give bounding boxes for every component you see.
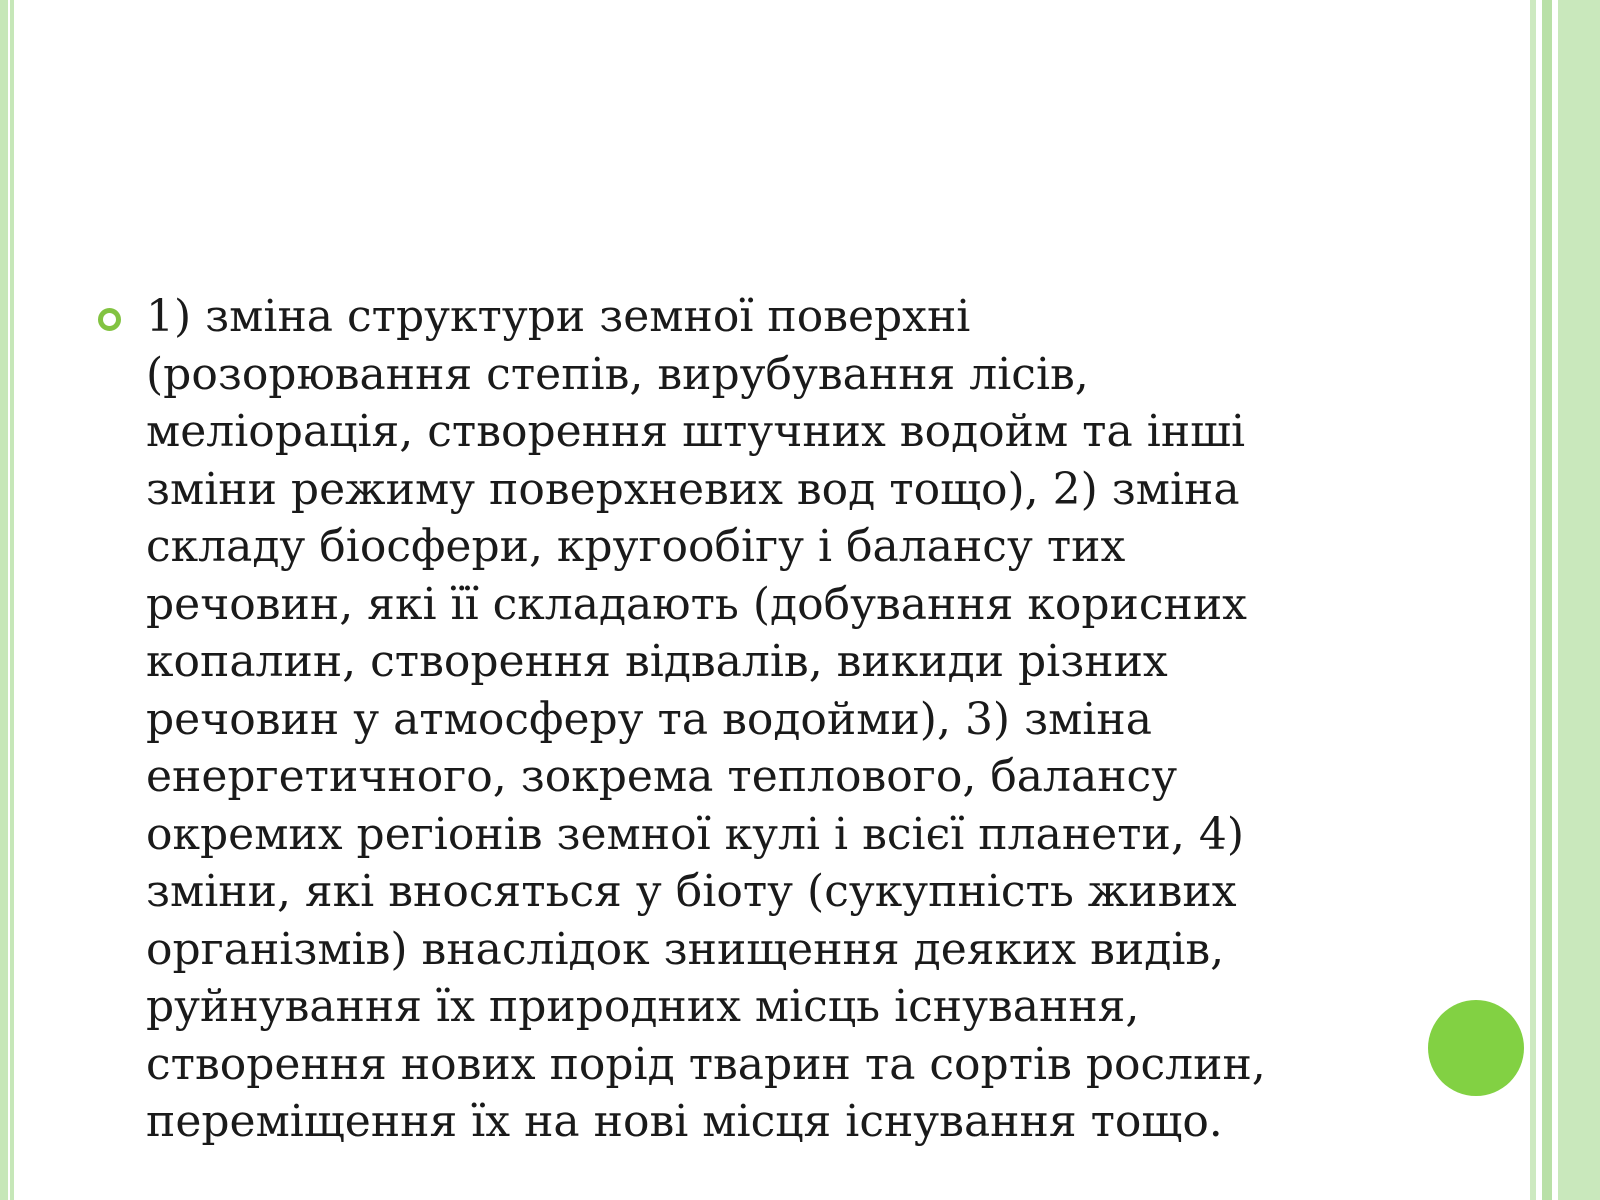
left-border — [0, 0, 14, 1200]
green-circle-decoration — [1428, 1000, 1524, 1096]
right-border-band — [1558, 0, 1600, 1200]
text-line: зміни, які вносяться у біоту (сукупність живих — [146, 866, 1237, 917]
text-line: складу біосфери, кругообігу і балансу тих — [146, 521, 1126, 572]
text-line: створення нових порід тварин та сортів рослин, — [146, 1038, 1266, 1090]
text-line: меліорація, створення штучних водойм та інші — [146, 406, 1246, 457]
text-line: речовин, які її складають (добування корисних — [146, 578, 1247, 630]
ring-bullet-icon — [98, 308, 121, 331]
text-line: руйнування їх природних місць існування, — [146, 981, 1140, 1032]
right-border-stripe — [1542, 0, 1552, 1200]
text-line: копалин, створення відвалів, викиди різних — [146, 636, 1168, 687]
text-line: 1) зміна структури земної поверхні — [146, 291, 971, 342]
text-line: окремих регіонів земної кулі і всієї планети, 4) — [146, 808, 1244, 860]
text-line: переміщення їх на нові місця існування тощо. — [146, 1096, 1223, 1147]
body-text — [146, 288, 1386, 1151]
text-line: організмів) внаслідок знищення деяких видів, — [146, 923, 1225, 975]
text-line: енергетичного, зокрема теплового, балансу — [146, 751, 1178, 802]
text-line: зміни режиму поверхневих вод тощо), 2) зміна — [146, 463, 1240, 515]
text-line: речовин у атмосферу та водойми), 3) зміна — [146, 693, 1152, 745]
text-line: (розорювання степів, вирубування лісів, — [146, 348, 1089, 400]
left-border-line — [8, 0, 10, 1200]
